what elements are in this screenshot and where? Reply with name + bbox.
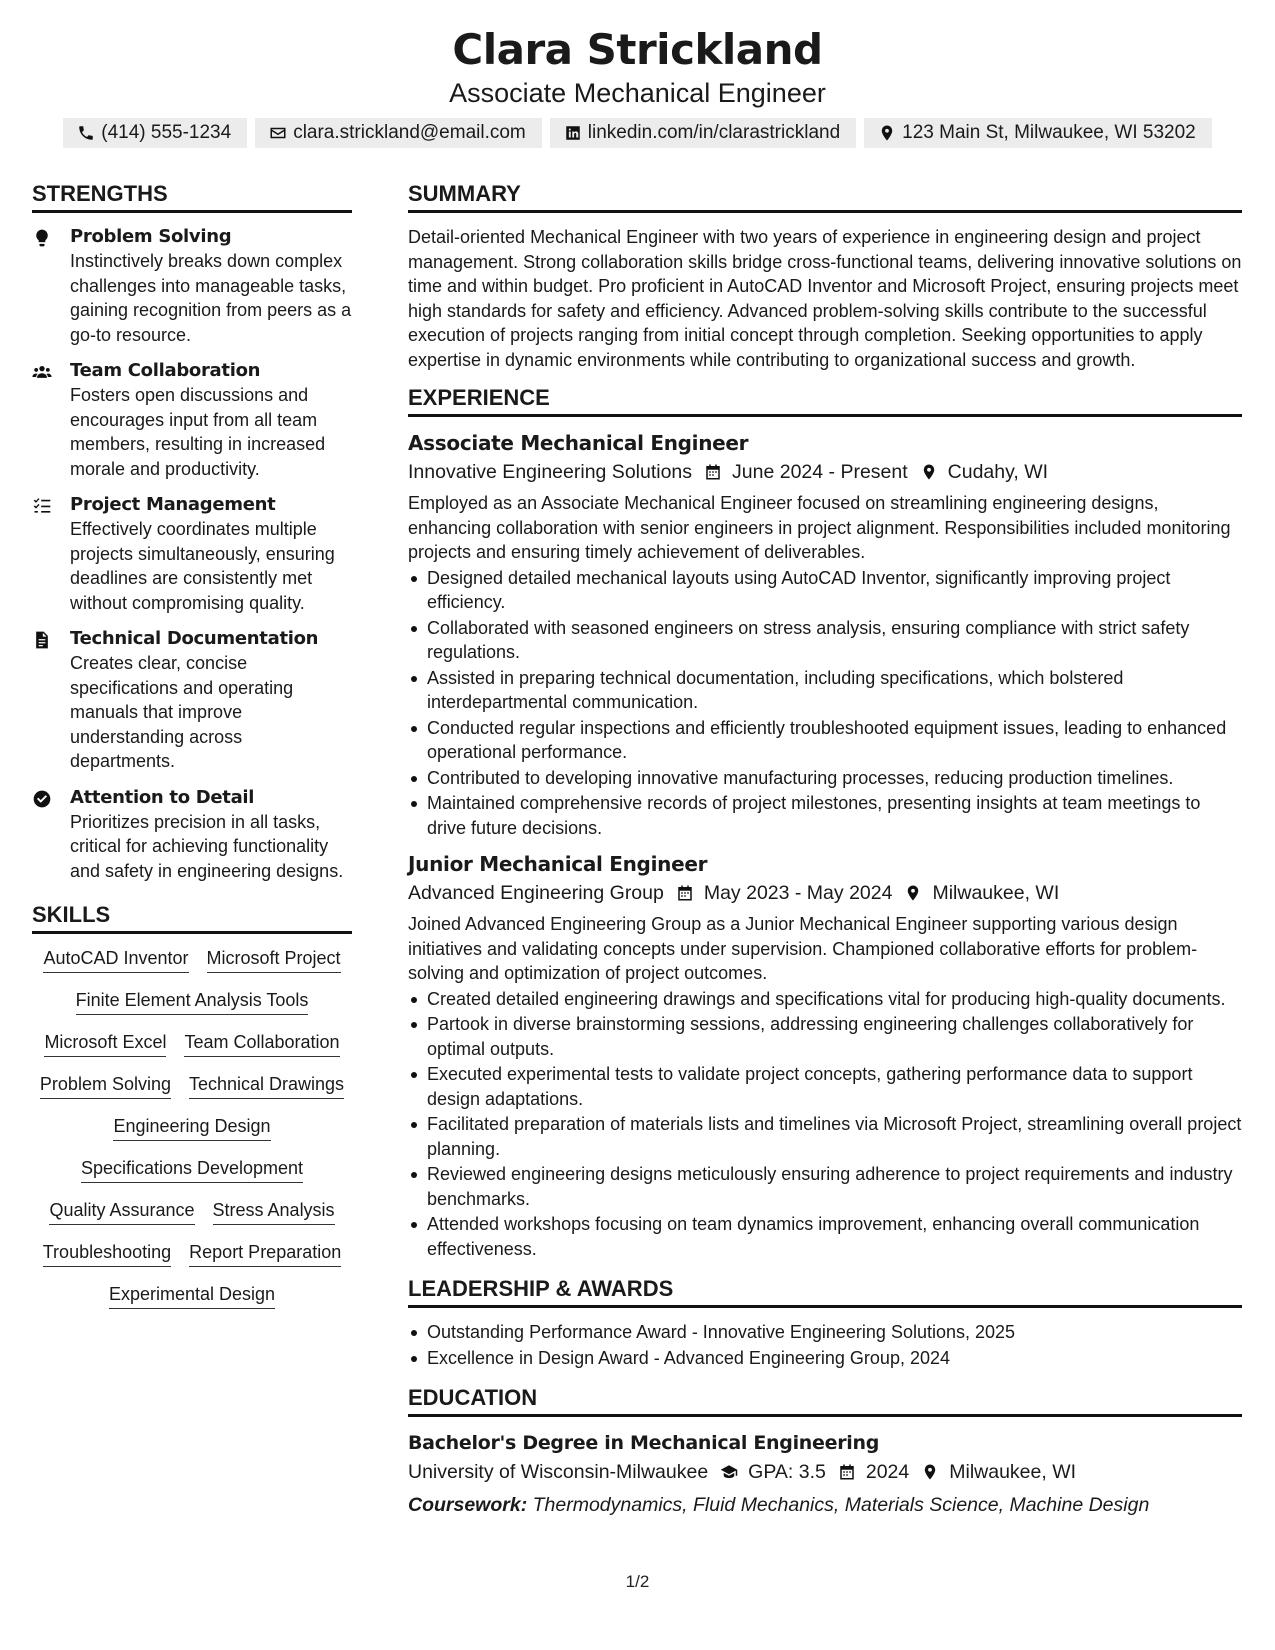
location-pin-icon [878, 124, 896, 142]
bullet-item: Conducted regular inspections and efficiently troubleshooted equipment issues, leading to enhanced operational performance. [408, 716, 1242, 765]
award-item: Excellence in Design Award - Advanced Engineering Group, 2024 [408, 1346, 1242, 1371]
job-title: Associate Mechanical Engineer [408, 431, 749, 455]
bullet-item: Executed experimental tests to validate project concepts, gathering performance data to support design adaptations. [408, 1062, 1242, 1111]
skill-tag: Specifications Development [81, 1156, 303, 1183]
gpa-text: GPA: 3.5 [748, 1461, 826, 1483]
skill-tag: Engineering Design [113, 1114, 270, 1141]
strengths-heading: STRENGTHS [32, 180, 352, 213]
strength-desc: Creates clear, concise specifications and operating manuals that improve understanding across departments. [70, 653, 294, 771]
skill-tag: Stress Analysis [213, 1198, 335, 1225]
award-item: Outstanding Performance Award - Innovative Engineering Solutions, 2025 [408, 1320, 1242, 1345]
job-title: Junior Mechanical Engineer [408, 852, 708, 876]
skill-tag: Experimental Design [109, 1282, 275, 1309]
school-name: University of Wisconsin-Milwaukee [408, 1461, 709, 1483]
skill-tag: Team Collaboration [184, 1030, 339, 1057]
strength-item [32, 225, 352, 347]
left-column [32, 180, 352, 1309]
location-pin-icon [921, 1463, 939, 1481]
bullet-item: Contributed to developing innovative manufacturing processes, reducing production timelines. [408, 766, 1242, 791]
envelope-icon [269, 124, 287, 142]
graduation-cap-icon [720, 1463, 738, 1481]
strength-title: Attention to Detail [70, 786, 255, 808]
education-heading: EDUCATION [408, 1384, 1242, 1417]
bullet-item: Assisted in preparing technical documentation, including specifications, which bolstered interdepartmental communication. [408, 666, 1242, 715]
contact-linkedin-text: linkedin.com/in/clarastrickland [587, 122, 841, 143]
skill-tag: AutoCAD Inventor [43, 946, 188, 973]
job-description: Employed as an Associate Mechanical Engineer focused on streamlining engineering designs, enhancing collaboration with senior engineers in project alignment. Responsibilities included monitoring projects and ensuring timely achievement of deliverables. [408, 493, 1231, 562]
graduation-year: 2024 [865, 1461, 910, 1483]
linkedin-icon [564, 124, 582, 142]
contact-phone[interactable] [63, 118, 247, 148]
job-entry [408, 850, 1242, 1261]
bullet-item: Collaborated with seasoned engineers on stress analysis, ensuring compliance with strict safety regulations. [408, 616, 1242, 665]
degree-title: Bachelor's Degree in Mechanical Engineering [408, 1432, 880, 1454]
skill-tag: Finite Element Analysis Tools [76, 988, 309, 1015]
strength-item [32, 493, 352, 615]
skill-tag: Problem Solving [40, 1072, 171, 1099]
resume-header [0, 0, 1275, 148]
summary-text: Detail-oriented Mechanical Engineer with two years of experience in engineering design and project management. Strong collaboration skills bridge cross-functional teams, delivering innovative solutions on time and within budget. Pro proficient in AutoCAD Inventor and Microsoft Project, ensuring projects meet high standards for safety and efficiency. Advanced problem-solving skills contribute to the successful execution of projects ranging from initial concept through completion. Seeking opportunities to apply expertise in dynamic environments while contributing to organizational success and growth. [408, 227, 1242, 370]
task-list-icon [32, 496, 52, 516]
location-pin-icon [904, 884, 922, 902]
coursework-line [408, 1491, 1242, 1519]
job-location: Milwaukee, WI [932, 882, 1060, 904]
calendar-icon [676, 884, 694, 902]
strength-desc: Effectively coordinates multiple projects simultaneously, ensuring deadlines are consistently met without compromising quality. [70, 519, 335, 613]
bullet-item: Designed detailed mechanical layouts using AutoCAD Inventor, significantly improving project efficiency. [408, 566, 1242, 615]
bullet-item: Facilitated preparation of materials lists and timelines via Microsoft Project, streamlining overall project planning. [408, 1112, 1242, 1161]
summary-heading: SUMMARY [408, 180, 1242, 213]
education-meta [408, 1457, 1242, 1487]
job-bullets [408, 566, 1242, 841]
job-entry [408, 429, 1242, 840]
strength-desc: Instinctively breaks down complex challenges into manageable tasks, gaining recognition from peers as a go-to resource. [70, 251, 352, 345]
contact-address-text: 123 Main St, Milwaukee, WI 53202 [902, 122, 1196, 143]
strength-title: Problem Solving [70, 226, 232, 247]
strength-item [32, 627, 352, 774]
contact-linkedin[interactable] [550, 118, 856, 148]
awards-list [408, 1320, 1242, 1370]
lightbulb-icon [32, 228, 52, 248]
job-company: Advanced Engineering Group [408, 882, 664, 904]
skill-tag: Microsoft Project [207, 946, 341, 973]
skill-tag: Report Preparation [189, 1240, 341, 1267]
skill-tag: Microsoft Excel [44, 1030, 166, 1057]
experience-heading: EXPERIENCE [408, 384, 1242, 417]
bullet-item: Reviewed engineering designs meticulously ensuring adherence to project requirements and industry benchmarks. [408, 1162, 1242, 1211]
strength-desc: Fosters open discussions and encourages input from all team members, resulting in increased morale and productivity. [70, 385, 326, 479]
calendar-icon [838, 1463, 856, 1481]
users-icon [32, 362, 52, 382]
strength-item [32, 359, 352, 481]
phone-icon [77, 124, 95, 142]
page-number: 1/2 [625, 1572, 650, 1591]
strength-item [32, 786, 352, 884]
contact-email-text: clara.strickland@email.com [293, 122, 526, 143]
job-meta [408, 878, 1242, 908]
check-circle-icon [32, 789, 52, 809]
strength-title: Team Collaboration [70, 360, 261, 381]
strength-title: Project Management [70, 494, 276, 515]
job-location: Cudahy, WI [947, 461, 1049, 483]
skill-tag: Technical Drawings [189, 1072, 344, 1099]
bullet-item: Maintained comprehensive records of project milestones, presenting insights at team meetings to drive future decisions. [408, 791, 1242, 840]
bullet-item: Attended workshops focusing on team dynamics improvement, enhancing overall communication effectiveness. [408, 1212, 1242, 1261]
strength-title: Technical Documentation [70, 628, 319, 649]
school-location: Milwaukee, WI [949, 1461, 1077, 1483]
skill-tag: Troubleshooting [43, 1240, 171, 1267]
skills-heading: SKILLS [32, 901, 352, 934]
right-column [408, 180, 1242, 1519]
job-description: Joined Advanced Engineering Group as a Junior Mechanical Engineer supporting various design initiatives and validating concepts under supervision. Championed collaborative efforts for problem-solving and optimization of project outcomes. [408, 914, 1198, 983]
job-company: Innovative Engineering Solutions [408, 461, 693, 483]
document-icon [32, 630, 52, 650]
skill-tag: Quality Assurance [49, 1198, 194, 1225]
candidate-name: Clara Strickland [452, 25, 823, 74]
strength-desc: Prioritizes precision in all tasks, critical for achieving functionality and safety in engineering designs. [70, 811, 344, 881]
job-meta [408, 457, 1242, 487]
calendar-icon [704, 463, 722, 481]
contact-phone-text: (414) 555-1234 [101, 122, 232, 143]
skills-list [32, 946, 352, 1309]
awards-heading: LEADERSHIP & AWARDS [408, 1275, 1242, 1308]
job-bullets [408, 987, 1242, 1262]
job-dates: May 2023 - May 2024 [703, 882, 893, 904]
location-pin-icon [920, 463, 938, 481]
coursework-text: Thermodynamics, Fluid Mechanics, Materials Science, Machine Design [532, 1494, 1150, 1516]
candidate-role: Associate Mechanical Engineer [449, 78, 826, 108]
contact-address[interactable] [864, 118, 1212, 148]
job-dates: June 2024 - Present [732, 461, 908, 483]
contact-email[interactable] [255, 118, 542, 148]
bullet-item: Created detailed engineering drawings and specifications vital for producing high-quality documents. [408, 987, 1242, 1012]
bullet-item: Partook in diverse brainstorming sessions, addressing engineering challenges collaboratively for optimal outputs. [408, 1012, 1242, 1061]
contact-bar [0, 118, 1275, 148]
coursework-label: Coursework: [408, 1494, 528, 1516]
